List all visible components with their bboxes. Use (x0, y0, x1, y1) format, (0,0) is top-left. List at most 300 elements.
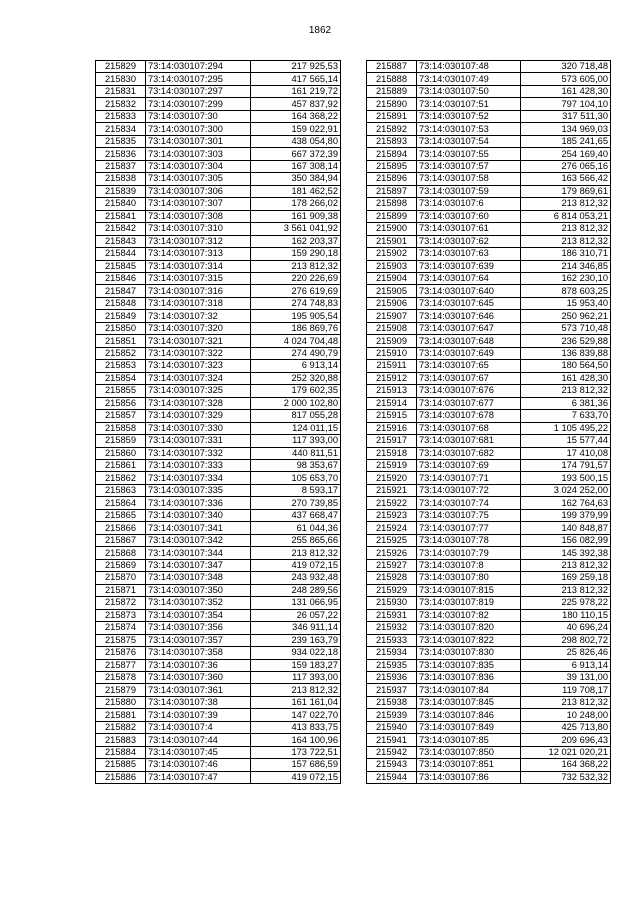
value-cell: 161 428,30 (521, 85, 611, 97)
table-row (367, 671, 611, 683)
value-cell: 157 686,59 (251, 759, 341, 771)
cadastral-number-cell: 73:14:030107:340 (146, 509, 251, 521)
parcel-id-cell: 215901 (367, 235, 417, 247)
parcel-id-cell: 215925 (367, 534, 417, 546)
value-cell: 276 619,69 (251, 285, 341, 297)
value-cell: 180 564,50 (521, 360, 611, 372)
parcel-id-cell: 215910 (367, 347, 417, 359)
value-cell: 213 812,32 (251, 684, 341, 696)
table-row (367, 547, 611, 559)
table-row (367, 173, 611, 185)
parcel-id-cell: 215875 (96, 634, 146, 646)
cadastral-number-cell: 73:14:030107:68 (417, 422, 521, 434)
parcel-id-cell: 215856 (96, 397, 146, 409)
cadastral-number-cell: 73:14:030107:344 (146, 547, 251, 559)
parcel-id-cell: 215868 (96, 547, 146, 559)
table-row (96, 322, 341, 334)
right-register-body (367, 61, 611, 784)
parcel-id-cell: 215919 (367, 460, 417, 472)
cadastral-number-cell: 73:14:030107:79 (417, 547, 521, 559)
value-cell: 161 428,30 (521, 372, 611, 384)
cadastral-number-cell: 73:14:030107:329 (146, 410, 251, 422)
value-cell: 6 913,14 (251, 360, 341, 372)
table-row (367, 734, 611, 746)
parcel-id-cell: 215860 (96, 447, 146, 459)
cadastral-number-cell: 73:14:030107:44 (146, 734, 251, 746)
cadastral-number-cell: 73:14:030107:836 (417, 671, 521, 683)
value-cell: 40 696,24 (521, 622, 611, 634)
parcel-id-cell: 215848 (96, 297, 146, 309)
parcel-id-cell: 215881 (96, 709, 146, 721)
value-cell: 147 022,70 (251, 709, 341, 721)
table-row (367, 347, 611, 359)
cadastral-number-cell: 73:14:030107:350 (146, 584, 251, 596)
table-row (96, 634, 341, 646)
cadastral-number-cell: 73:14:030107:333 (146, 460, 251, 472)
cadastral-number-cell: 73:14:030107:47 (146, 771, 251, 783)
parcel-id-cell: 215902 (367, 248, 417, 260)
parcel-id-cell: 215913 (367, 385, 417, 397)
parcel-id-cell: 215892 (367, 123, 417, 135)
table-row (96, 160, 341, 172)
parcel-id-cell: 215835 (96, 135, 146, 147)
value-cell: 10 248,00 (521, 709, 611, 721)
cadastral-number-cell: 73:14:030107:330 (146, 422, 251, 434)
table-row (367, 223, 611, 235)
cadastral-number-cell: 73:14:030107:639 (417, 260, 521, 272)
value-cell: 797 104,10 (521, 98, 611, 110)
parcel-id-cell: 215900 (367, 223, 417, 235)
table-row (367, 73, 611, 85)
parcel-id-cell: 215890 (367, 98, 417, 110)
value-cell: 225 978,22 (521, 597, 611, 609)
value-cell: 164 368,22 (521, 759, 611, 771)
cadastral-number-cell: 73:14:030107:48 (417, 61, 521, 73)
table-row (96, 85, 341, 97)
value-cell: 173 722,51 (251, 746, 341, 758)
parcel-id-cell: 215894 (367, 148, 417, 160)
value-cell: 220 226,69 (251, 272, 341, 284)
value-cell: 6 814 053,21 (521, 210, 611, 222)
table-row (96, 721, 341, 733)
parcel-id-cell: 215845 (96, 260, 146, 272)
table-row (367, 148, 611, 160)
cadastral-number-cell: 73:14:030107:324 (146, 372, 251, 384)
parcel-id-cell: 215884 (96, 746, 146, 758)
value-cell: 248 289,56 (251, 584, 341, 596)
parcel-id-cell: 215904 (367, 272, 417, 284)
parcel-id-cell: 215874 (96, 622, 146, 634)
value-cell: 185 241,65 (521, 135, 611, 147)
parcel-id-cell: 215940 (367, 721, 417, 733)
cadastral-number-cell: 73:14:030107:815 (417, 584, 521, 596)
table-row (96, 272, 341, 284)
cadastral-number-cell: 73:14:030107:297 (146, 85, 251, 97)
cadastral-number-cell: 73:14:030107:85 (417, 734, 521, 746)
cadastral-number-cell: 73:14:030107:649 (417, 347, 521, 359)
parcel-id-cell: 215873 (96, 609, 146, 621)
value-cell: 159 022,91 (251, 123, 341, 135)
left-register-table (95, 60, 341, 784)
parcel-id-cell: 215922 (367, 497, 417, 509)
cadastral-number-cell: 73:14:030107:676 (417, 385, 521, 397)
cadastral-number-cell: 73:14:030107:295 (146, 73, 251, 85)
table-row (367, 696, 611, 708)
table-row (96, 410, 341, 422)
value-cell: 3 561 041,92 (251, 223, 341, 235)
cadastral-number-cell: 73:14:030107:303 (146, 148, 251, 160)
parcel-id-cell: 215911 (367, 360, 417, 372)
table-row (96, 696, 341, 708)
value-cell: 254 169,40 (521, 148, 611, 160)
table-row (96, 110, 341, 122)
parcel-id-cell: 215916 (367, 422, 417, 434)
parcel-id-cell: 215907 (367, 310, 417, 322)
value-cell: 320 718,48 (521, 61, 611, 73)
parcel-id-cell: 215889 (367, 85, 417, 97)
table-row (367, 410, 611, 422)
parcel-id-cell: 215920 (367, 472, 417, 484)
table-row (96, 447, 341, 459)
value-cell: 174 791,57 (521, 460, 611, 472)
parcel-id-cell: 215830 (96, 73, 146, 85)
parcel-id-cell: 215883 (96, 734, 146, 746)
cadastral-number-cell: 73:14:030107:46 (146, 759, 251, 771)
cadastral-number-cell: 73:14:030107:358 (146, 647, 251, 659)
cadastral-number-cell: 73:14:030107:341 (146, 522, 251, 534)
value-cell: 350 384,94 (251, 173, 341, 185)
parcel-id-cell: 215833 (96, 110, 146, 122)
value-cell: 186 869,76 (251, 322, 341, 334)
value-cell: 255 865,66 (251, 534, 341, 546)
table-row (367, 721, 611, 733)
cadastral-number-cell: 73:14:030107:849 (417, 721, 521, 733)
parcel-id-cell: 215858 (96, 422, 146, 434)
parcel-id-cell: 215864 (96, 497, 146, 509)
cadastral-number-cell: 73:14:030107:299 (146, 98, 251, 110)
parcel-id-cell: 215937 (367, 684, 417, 696)
table-row (367, 285, 611, 297)
parcel-id-cell: 215943 (367, 759, 417, 771)
cadastral-number-cell: 73:14:030107:851 (417, 759, 521, 771)
parcel-id-cell: 215857 (96, 410, 146, 422)
cadastral-number-cell: 73:14:030107:308 (146, 210, 251, 222)
value-cell: 213 812,32 (521, 235, 611, 247)
value-cell: 98 353,67 (251, 460, 341, 472)
table-row (367, 559, 611, 571)
parcel-id-cell: 215921 (367, 484, 417, 496)
parcel-id-cell: 215839 (96, 185, 146, 197)
value-cell: 817 055,28 (251, 410, 341, 422)
parcel-id-cell: 215865 (96, 509, 146, 521)
cadastral-number-cell: 73:14:030107:52 (417, 110, 521, 122)
cadastral-number-cell: 73:14:030107:647 (417, 322, 521, 334)
cadastral-number-cell: 73:14:030107:332 (146, 447, 251, 459)
table-row (367, 322, 611, 334)
value-cell: 136 839,88 (521, 347, 611, 359)
cadastral-number-cell: 73:14:030107:54 (417, 135, 521, 147)
cadastral-number-cell: 73:14:030107:334 (146, 472, 251, 484)
value-cell: 214 346,85 (521, 260, 611, 272)
value-cell: 61 044,36 (251, 522, 341, 534)
parcel-id-cell: 215923 (367, 509, 417, 521)
cadastral-number-cell: 73:14:030107:682 (417, 447, 521, 459)
table-row (96, 235, 341, 247)
table-row (96, 759, 341, 771)
table-row (96, 684, 341, 696)
cadastral-number-cell: 73:14:030107:55 (417, 148, 521, 160)
table-row (367, 98, 611, 110)
table-row (96, 547, 341, 559)
value-cell: 164 100,96 (251, 734, 341, 746)
cadastral-number-cell: 73:14:030107:822 (417, 634, 521, 646)
parcel-id-cell: 215834 (96, 123, 146, 135)
parcel-id-cell: 215939 (367, 709, 417, 721)
cadastral-number-cell: 73:14:030107:361 (146, 684, 251, 696)
value-cell: 317 511,30 (521, 110, 611, 122)
parcel-id-cell: 215891 (367, 110, 417, 122)
parcel-id-cell: 215877 (96, 659, 146, 671)
cadastral-number-cell: 73:14:030107:357 (146, 634, 251, 646)
cadastral-number-cell: 73:14:030107:314 (146, 260, 251, 272)
parcel-id-cell: 215931 (367, 609, 417, 621)
parcel-id-cell: 215909 (367, 335, 417, 347)
table-row (96, 347, 341, 359)
cadastral-number-cell: 73:14:030107:819 (417, 597, 521, 609)
table-row (367, 310, 611, 322)
cadastral-number-cell: 73:14:030107:64 (417, 272, 521, 284)
parcel-id-cell: 215944 (367, 771, 417, 783)
cadastral-number-cell: 73:14:030107:335 (146, 484, 251, 496)
cadastral-number-cell: 73:14:030107:82 (417, 609, 521, 621)
parcel-id-cell: 215837 (96, 160, 146, 172)
cadastral-number-cell: 73:14:030107:32 (146, 310, 251, 322)
cadastral-number-cell: 73:14:030107:323 (146, 360, 251, 372)
table-row (367, 597, 611, 609)
value-cell: 457 837,92 (251, 98, 341, 110)
parcel-id-cell: 215854 (96, 372, 146, 384)
parcel-id-cell: 215871 (96, 584, 146, 596)
table-row (367, 522, 611, 534)
parcel-id-cell: 215917 (367, 435, 417, 447)
table-row (96, 385, 341, 397)
parcel-id-cell: 215885 (96, 759, 146, 771)
value-cell: 39 131,00 (521, 671, 611, 683)
parcel-id-cell: 215942 (367, 746, 417, 758)
cadastral-number-cell: 73:14:030107:321 (146, 335, 251, 347)
cadastral-number-cell: 73:14:030107:61 (417, 223, 521, 235)
table-row (367, 272, 611, 284)
value-cell: 239 163,79 (251, 634, 341, 646)
table-row (96, 210, 341, 222)
value-cell: 124 011,15 (251, 422, 341, 434)
value-cell: 250 962,21 (521, 310, 611, 322)
value-cell: 4 024 704,48 (251, 335, 341, 347)
table-row (96, 559, 341, 571)
value-cell: 213 812,32 (521, 385, 611, 397)
cadastral-number-cell: 73:14:030107:74 (417, 497, 521, 509)
parcel-id-cell: 215846 (96, 272, 146, 284)
table-row (96, 584, 341, 596)
parcel-id-cell: 215938 (367, 696, 417, 708)
table-row (96, 372, 341, 384)
cadastral-number-cell: 73:14:030107:306 (146, 185, 251, 197)
table-row (96, 223, 341, 235)
parcel-id-cell: 215850 (96, 322, 146, 334)
table-row (367, 123, 611, 135)
parcel-id-cell: 215941 (367, 734, 417, 746)
table-row (367, 647, 611, 659)
table-row (96, 310, 341, 322)
table-row (367, 160, 611, 172)
value-cell: 213 812,32 (521, 198, 611, 210)
value-cell: 180 110,15 (521, 609, 611, 621)
parcel-id-cell: 215926 (367, 547, 417, 559)
cadastral-number-cell: 73:14:030107:75 (417, 509, 521, 521)
parcel-id-cell: 215905 (367, 285, 417, 297)
parcel-id-cell: 215863 (96, 484, 146, 496)
cadastral-number-cell: 73:14:030107:78 (417, 534, 521, 546)
cadastral-number-cell: 73:14:030107:320 (146, 322, 251, 334)
cadastral-number-cell: 73:14:030107:318 (146, 297, 251, 309)
parcel-id-cell: 215836 (96, 148, 146, 160)
parcel-id-cell: 215887 (367, 61, 417, 73)
parcel-id-cell: 215893 (367, 135, 417, 147)
table-row (96, 135, 341, 147)
parcel-id-cell: 215906 (367, 297, 417, 309)
table-row (96, 185, 341, 197)
parcel-id-cell: 215844 (96, 248, 146, 260)
cadastral-number-cell: 73:14:030107:342 (146, 534, 251, 546)
table-row (367, 584, 611, 596)
table-row (367, 61, 611, 73)
parcel-id-cell: 215924 (367, 522, 417, 534)
cadastral-number-cell: 73:14:030107:830 (417, 647, 521, 659)
value-cell: 425 713,80 (521, 721, 611, 733)
table-row (367, 372, 611, 384)
value-cell: 2 000 102,80 (251, 397, 341, 409)
value-cell: 243 932,48 (251, 572, 341, 584)
parcel-id-cell: 215843 (96, 235, 146, 247)
parcel-id-cell: 215888 (367, 73, 417, 85)
table-row (96, 61, 341, 73)
parcel-id-cell: 215879 (96, 684, 146, 696)
value-cell: 1 105 495,22 (521, 422, 611, 434)
value-cell: 162 203,37 (251, 235, 341, 247)
value-cell: 140 848,87 (521, 522, 611, 534)
table-row (367, 609, 611, 621)
parcel-id-cell: 215928 (367, 572, 417, 584)
value-cell: 25 826,46 (521, 647, 611, 659)
table-row (367, 472, 611, 484)
table-row (96, 98, 341, 110)
cadastral-number-cell: 73:14:030107:835 (417, 659, 521, 671)
table-row (367, 534, 611, 546)
cadastral-number-cell: 73:14:030107:348 (146, 572, 251, 584)
cadastral-number-cell: 73:14:030107:84 (417, 684, 521, 696)
value-cell: 438 054,80 (251, 135, 341, 147)
value-cell: 117 393,00 (251, 435, 341, 447)
value-cell: 193 500,15 (521, 472, 611, 484)
table-row (96, 397, 341, 409)
value-cell: 199 379,99 (521, 509, 611, 521)
table-row (96, 659, 341, 671)
value-cell: 419 072,15 (251, 771, 341, 783)
cadastral-number-cell: 73:14:030107:322 (146, 347, 251, 359)
cadastral-number-cell: 73:14:030107:49 (417, 73, 521, 85)
value-cell: 440 811,51 (251, 447, 341, 459)
cadastral-number-cell: 73:14:030107:648 (417, 335, 521, 347)
value-cell: 117 393,00 (251, 671, 341, 683)
cadastral-number-cell: 73:14:030107:820 (417, 622, 521, 634)
table-row (96, 609, 341, 621)
table-row (96, 709, 341, 721)
value-cell: 162 764,63 (521, 497, 611, 509)
page-number: 1862 (308, 25, 332, 36)
cadastral-number-cell: 73:14:030107:30 (146, 110, 251, 122)
value-cell: 15 953,40 (521, 297, 611, 309)
cadastral-number-cell: 73:14:030107:316 (146, 285, 251, 297)
value-cell: 145 392,38 (521, 547, 611, 559)
value-cell: 213 812,32 (521, 584, 611, 596)
table-row (96, 198, 341, 210)
table-row (367, 759, 611, 771)
table-row (367, 385, 611, 397)
parcel-id-cell: 215915 (367, 410, 417, 422)
parcel-id-cell: 215872 (96, 597, 146, 609)
parcel-id-cell: 215870 (96, 572, 146, 584)
parcel-id-cell: 215867 (96, 534, 146, 546)
table-row (367, 210, 611, 222)
parcel-id-cell: 215898 (367, 198, 417, 210)
table-row (367, 198, 611, 210)
table-row (96, 484, 341, 496)
cadastral-number-cell: 73:14:030107:352 (146, 597, 251, 609)
parcel-id-cell: 215878 (96, 671, 146, 683)
value-cell: 8 593,17 (251, 484, 341, 496)
cadastral-number-cell: 73:14:030107:850 (417, 746, 521, 758)
cadastral-number-cell: 73:14:030107:304 (146, 160, 251, 172)
value-cell: 252 320,88 (251, 372, 341, 384)
table-row (96, 123, 341, 135)
value-cell: 419 072,15 (251, 559, 341, 571)
parcel-id-cell: 215841 (96, 210, 146, 222)
cadastral-number-cell: 73:14:030107:8 (417, 559, 521, 571)
table-row (367, 497, 611, 509)
parcel-id-cell: 215908 (367, 322, 417, 334)
value-cell: 161 909,38 (251, 210, 341, 222)
table-row (367, 622, 611, 634)
cadastral-number-cell: 73:14:030107:69 (417, 460, 521, 472)
cadastral-number-cell: 73:14:030107:331 (146, 435, 251, 447)
parcel-id-cell: 215934 (367, 647, 417, 659)
parcel-id-cell: 215866 (96, 522, 146, 534)
parcel-id-cell: 215935 (367, 659, 417, 671)
value-cell: 159 183,27 (251, 659, 341, 671)
table-row (96, 360, 341, 372)
cadastral-number-cell: 73:14:030107:300 (146, 123, 251, 135)
cadastral-number-cell: 73:14:030107:53 (417, 123, 521, 135)
table-row (367, 248, 611, 260)
table-row (367, 572, 611, 584)
value-cell: 298 802,72 (521, 634, 611, 646)
value-cell: 17 410,08 (521, 447, 611, 459)
cadastral-number-cell: 73:14:030107:294 (146, 61, 251, 73)
value-cell: 274 490,79 (251, 347, 341, 359)
value-cell: 276 065,16 (521, 160, 611, 172)
table-row (367, 135, 611, 147)
cadastral-number-cell: 73:14:030107:86 (417, 771, 521, 783)
